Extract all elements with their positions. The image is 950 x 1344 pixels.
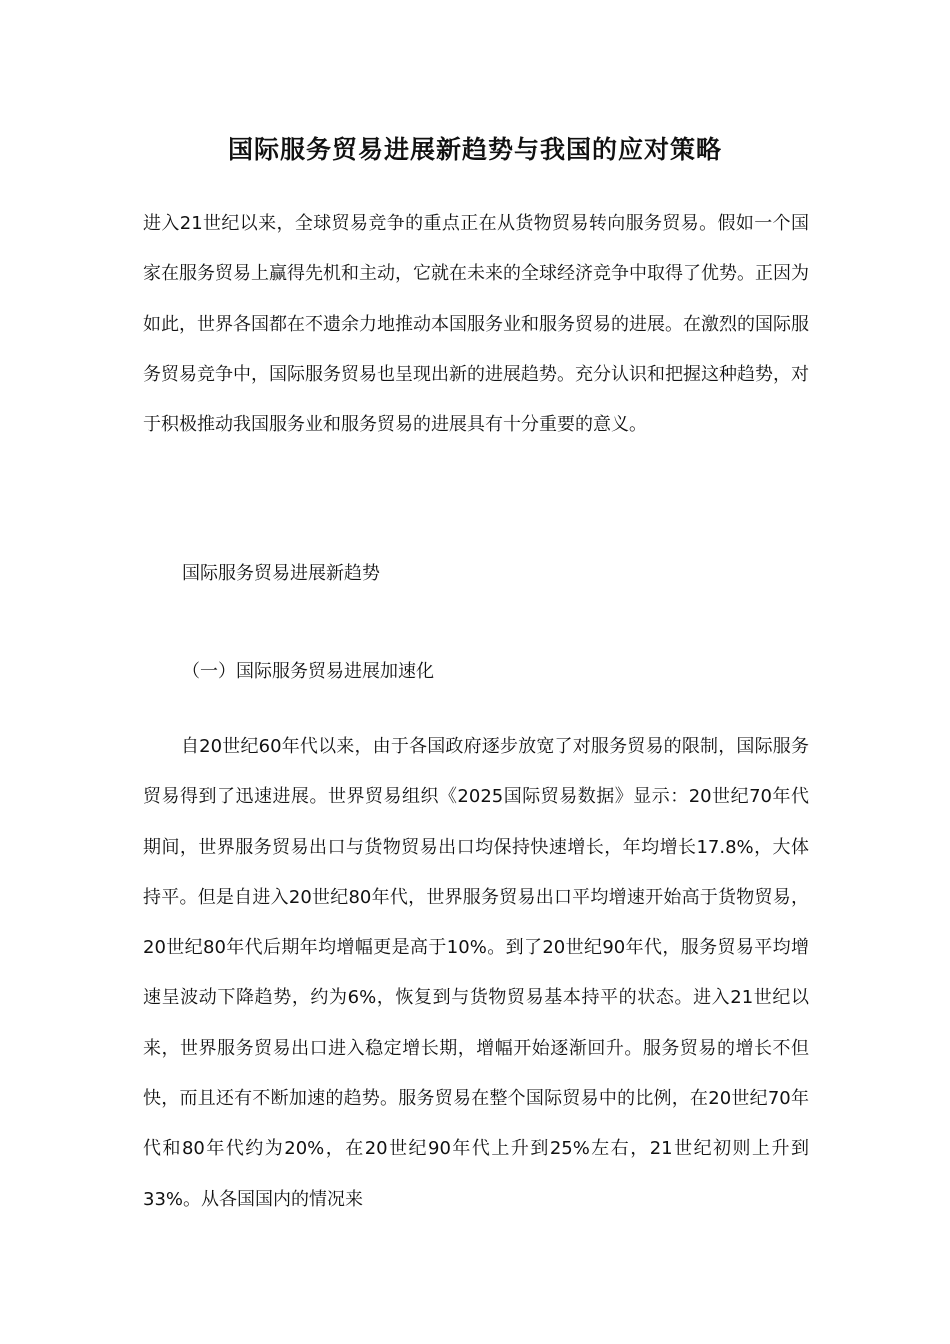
section-heading: 国际服务贸易进展新趋势 <box>182 563 380 584</box>
subsection-heading: （一）国际服务贸易进展加速化 <box>182 661 434 682</box>
document-title: 国际服务贸易进展新趋势与我国的应对策略 <box>227 135 722 164</box>
body-paragraph: 自20世纪60年代以来，由于各国政府逐步放宽了对服务贸易的限制，国际服务贸易得到了迅速进展。世界贸易组织《2025国际贸易数据》显示：20世纪70年代期间，世界服务贸易出口与货物贸易出口均保持快速增长，年均增长17.8%，大体持平。但是自进入20世纪80年代，世界服务贸易出口平均增速开始高于货物贸易，20世纪80年代后期年均增幅更是高于10%。到了20世纪90年代，服务贸易平均增速呈波动下降趋势，约为6%，恢复到与货物贸易基本持平的状态。进入21世纪以来，世界服务贸易出口进入稳定增长期，增幅开始逐渐回升。服务贸易的增长不但快，而且还有不断加速的趋势。服务贸易在整个国际贸易中的比例，在20世纪70年代和80年代约为20%，在20世纪90年代上升到25%左右，21世纪初则上升到33%。从各国国内的情况来 <box>143 736 809 1210</box>
intro-paragraph: 进入21世纪以来，全球贸易竞争的重点正在从货物贸易转向服务贸易。假如一个国家在服务贸易上赢得先机和主动，它就在未来的全球经济竞争中取得了优势。正因为如此，世界各国都在不遗余力地推动本国服务业和服务贸易的进展。在激烈的国际服务贸易竞争中，国际服务贸易也呈现出新的进展趋势。充分认识和把握这种趋势，对于积极推动我国服务业和服务贸易的进展具有十分重要的意义。 <box>143 213 809 436</box>
